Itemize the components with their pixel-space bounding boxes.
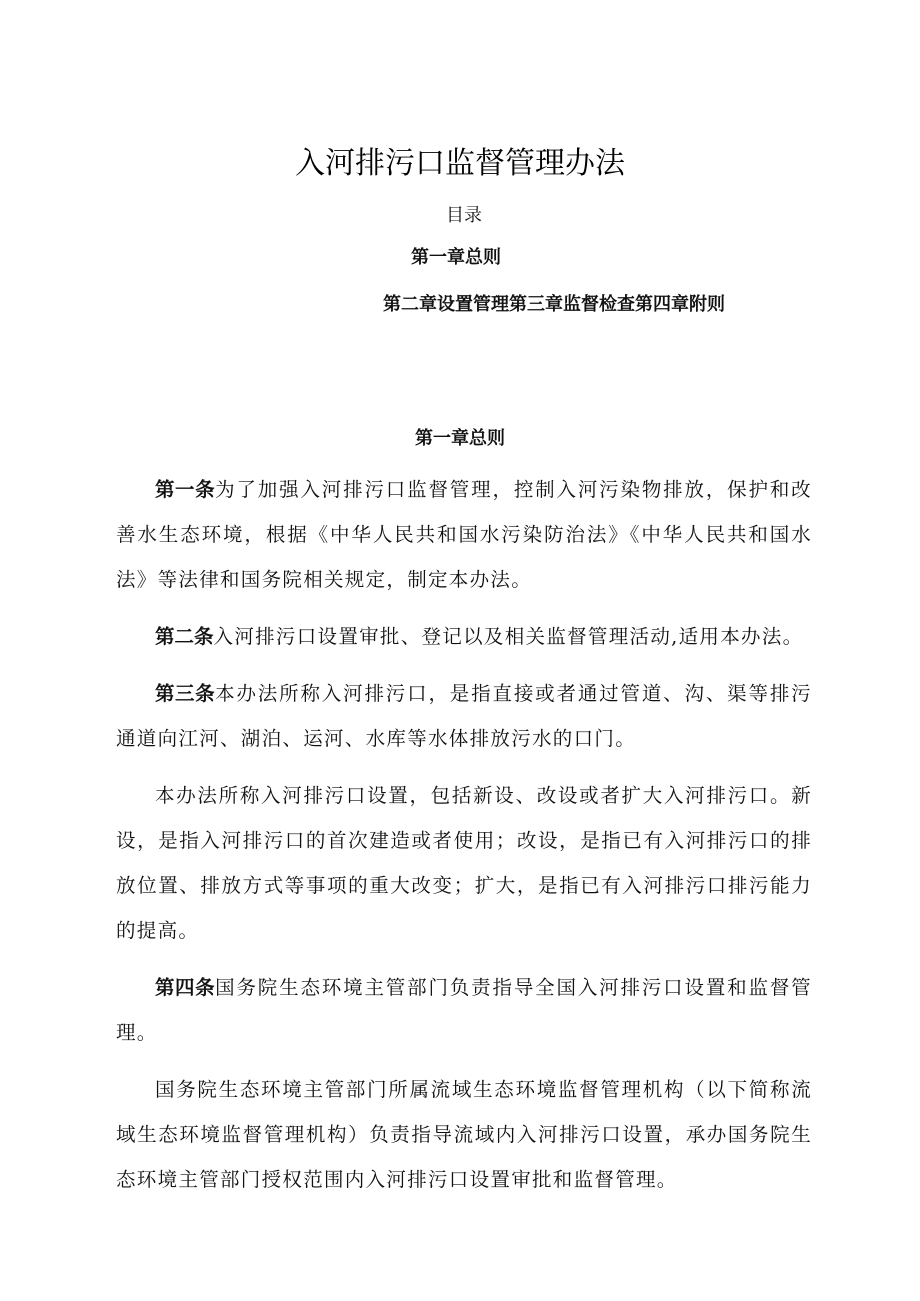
paragraph-text: 为了加强入河排污口监督管理，控制入河污染物排放，保护和改善水生态环境，根据《中华人民共和国水污染防治法》《中华人民共和国水法》等法律和国务院相关规定，制定本办法。 bbox=[116, 478, 812, 591]
chapter-heading: 第一章总则 bbox=[415, 428, 505, 449]
paragraph-text: 国务院生态环境主管部门所属流域生态环境监督管理机构（以下简称流域生态环境监督管理机构）负责指导流域内入河排污口设置，承办国务院生态环境主管部门授权范围内入河排污口设置审批和监督管理。 bbox=[116, 1078, 812, 1191]
paragraph-article-4 bbox=[116, 965, 812, 1055]
paragraph-text: 入河排污口设置审批、登记以及相关监督管理活动,适用本办法。 bbox=[213, 625, 804, 648]
paragraph-text: 本办法所称入河排污口，是指直接或者通过管道、沟、渠等排污通道向江河、湖泊、运河、水库等水体排放污水的口门。 bbox=[116, 682, 812, 750]
paragraph-article-3 bbox=[116, 671, 812, 761]
paragraph-article-2 bbox=[116, 614, 812, 659]
document-title: 入河排污口监督管理办法 bbox=[295, 146, 625, 181]
article-label: 第一条 bbox=[155, 478, 216, 501]
paragraph-text: 国务院生态环境主管部门负责指导全国入河排污口设置和监督管理。 bbox=[116, 976, 812, 1044]
paragraph-text: 本办法所称入河排污口设置，包括新设、改设或者扩大入河排污口。新设，是指入河排污口的首次建造或者使用；改设，是指已有入河排污口的排放位置、排放方式等事项的重大改变；扩大，是指已有入河排污口排污能力的提高。 bbox=[116, 784, 812, 942]
article-label: 第三条 bbox=[155, 682, 216, 705]
paragraph-article-4-continued bbox=[116, 1067, 812, 1202]
toc-entry-chapter-1: 第一章总则 bbox=[411, 247, 501, 268]
document-body bbox=[116, 467, 812, 1202]
article-label: 第二条 bbox=[155, 625, 214, 648]
article-label: 第四条 bbox=[155, 976, 216, 999]
paragraph-article-3-continued bbox=[116, 773, 812, 953]
paragraph-article-1 bbox=[116, 467, 812, 602]
toc-label: 目录 bbox=[446, 205, 482, 226]
toc-entry-chapters-2-4: 第二章设置管理第三章监督检查第四章附则 bbox=[383, 294, 725, 315]
